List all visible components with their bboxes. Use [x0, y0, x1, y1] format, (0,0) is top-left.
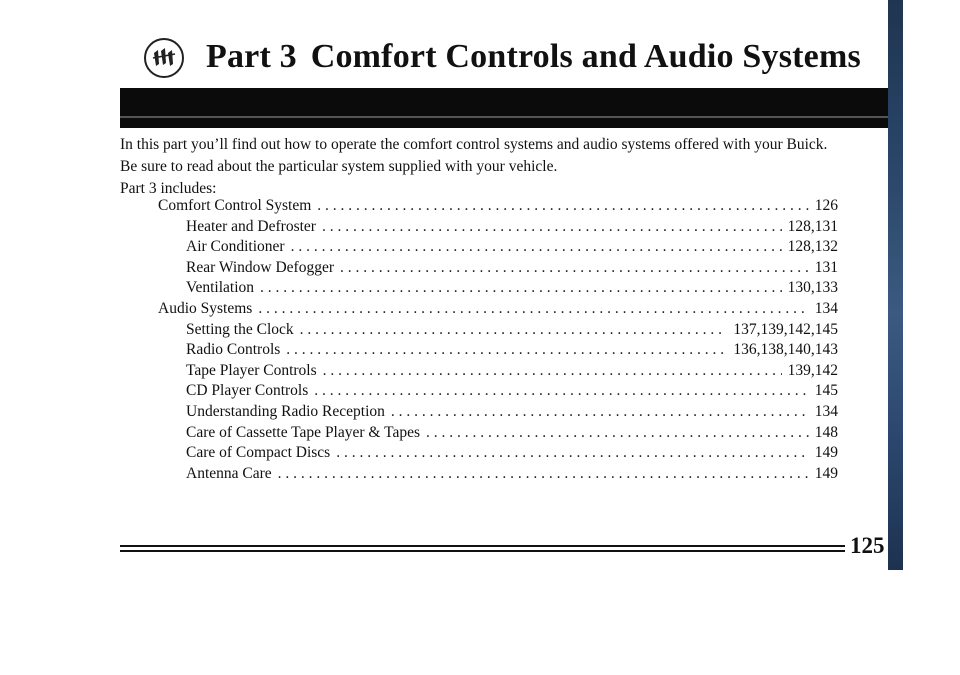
- toc-entry-label: Ventilation: [186, 279, 255, 297]
- intro-paragraph: [120, 134, 880, 178]
- toc-entry-label: Setting the Clock: [186, 320, 294, 338]
- toc-entry-page: 128,132: [787, 238, 838, 256]
- toc-leader-dots: [340, 258, 809, 278]
- intro-line-1: In this part you’ll find out how to operate the comfort control systems and audio systems offered with your Buick.: [120, 136, 828, 153]
- header-band: [120, 88, 893, 116]
- section-tab-strip: [888, 0, 903, 570]
- toc-row: [186, 361, 838, 381]
- toc-entry-page: 128,131: [787, 217, 838, 235]
- toc-entry-label: Care of Cassette Tape Player & Tapes: [186, 423, 420, 441]
- toc-entry-page: 134: [814, 300, 838, 317]
- toc-leader-dots: [291, 237, 782, 257]
- toc-row: [186, 217, 838, 237]
- toc-leader-dots: [260, 278, 782, 298]
- toc-entry-page: 131: [814, 258, 838, 276]
- toc-leader-dots: [323, 361, 782, 381]
- toc-entry-page: 130,133: [787, 279, 838, 297]
- toc-entry-label: Radio Controls: [186, 341, 281, 359]
- footer-rule-lower: [120, 550, 845, 552]
- toc-leader-dots: [317, 196, 808, 216]
- header-band-lower: [120, 118, 893, 128]
- footer-rule: [120, 545, 845, 547]
- toc-entry-label: Rear Window Defogger: [186, 258, 335, 276]
- part-title: Comfort Controls and Audio Systems: [310, 38, 861, 75]
- toc-row: [186, 464, 838, 484]
- page-number: 125: [850, 533, 885, 558]
- toc-entry-page: 126: [814, 197, 838, 214]
- toc-entry-page: 139,142: [787, 361, 838, 379]
- toc-entry-label: CD Player Controls: [186, 382, 309, 400]
- toc-leader-dots: [336, 443, 809, 463]
- toc-row: [186, 340, 838, 360]
- toc-leader-dots: [286, 340, 727, 360]
- buick-tri-shield-icon: [144, 38, 184, 78]
- toc-entry-page: 149: [814, 444, 838, 462]
- includes-label: Part 3 includes:: [120, 180, 217, 197]
- toc-entry-page: 134: [814, 403, 838, 420]
- toc-entry-label: Understanding Radio Reception: [186, 403, 385, 420]
- intro-line-2: Be sure to read about the particular system supplied with your vehicle.: [120, 158, 558, 175]
- toc-entry-label: Care of Compact Discs: [186, 444, 331, 462]
- toc-leader-dots: [426, 423, 809, 443]
- toc-entry-label: Tape Player Controls: [186, 361, 317, 379]
- toc-row: [186, 237, 838, 257]
- toc-entry-label: Comfort Control System: [158, 197, 312, 214]
- toc-leader-dots: [322, 217, 782, 237]
- toc-row: [186, 278, 838, 298]
- toc-entry-label: Audio Systems: [158, 300, 253, 317]
- toc-row: [158, 299, 838, 319]
- part-number: Part 3: [206, 38, 297, 75]
- toc-leader-dots: [391, 402, 809, 422]
- toc-row: [186, 381, 838, 401]
- toc-leader-dots: [314, 381, 808, 401]
- toc-row: [186, 258, 838, 278]
- toc-entry-page: 149: [814, 464, 838, 482]
- toc-entry-page: 145: [814, 382, 838, 400]
- toc-entry-label: Antenna Care: [186, 464, 272, 482]
- toc-row: [186, 402, 838, 422]
- buick-shield-glyph: [150, 44, 178, 72]
- toc-leader-dots: [278, 464, 809, 484]
- toc-row: [186, 443, 838, 463]
- toc-row: [186, 320, 838, 340]
- toc-entry-page: 136,138,140,143: [733, 341, 838, 359]
- toc-entry-label: Heater and Defroster: [186, 217, 316, 235]
- toc-leader-dots: [300, 320, 728, 340]
- toc-entry-page: 137,139,142,145: [733, 320, 838, 338]
- toc-entry-label: Air Conditioner: [186, 238, 285, 256]
- toc-row: [186, 423, 838, 443]
- toc-entry-page: 148: [814, 423, 838, 441]
- toc-row: [158, 196, 838, 216]
- page-title: [206, 38, 861, 76]
- toc-leader-dots: [258, 299, 808, 319]
